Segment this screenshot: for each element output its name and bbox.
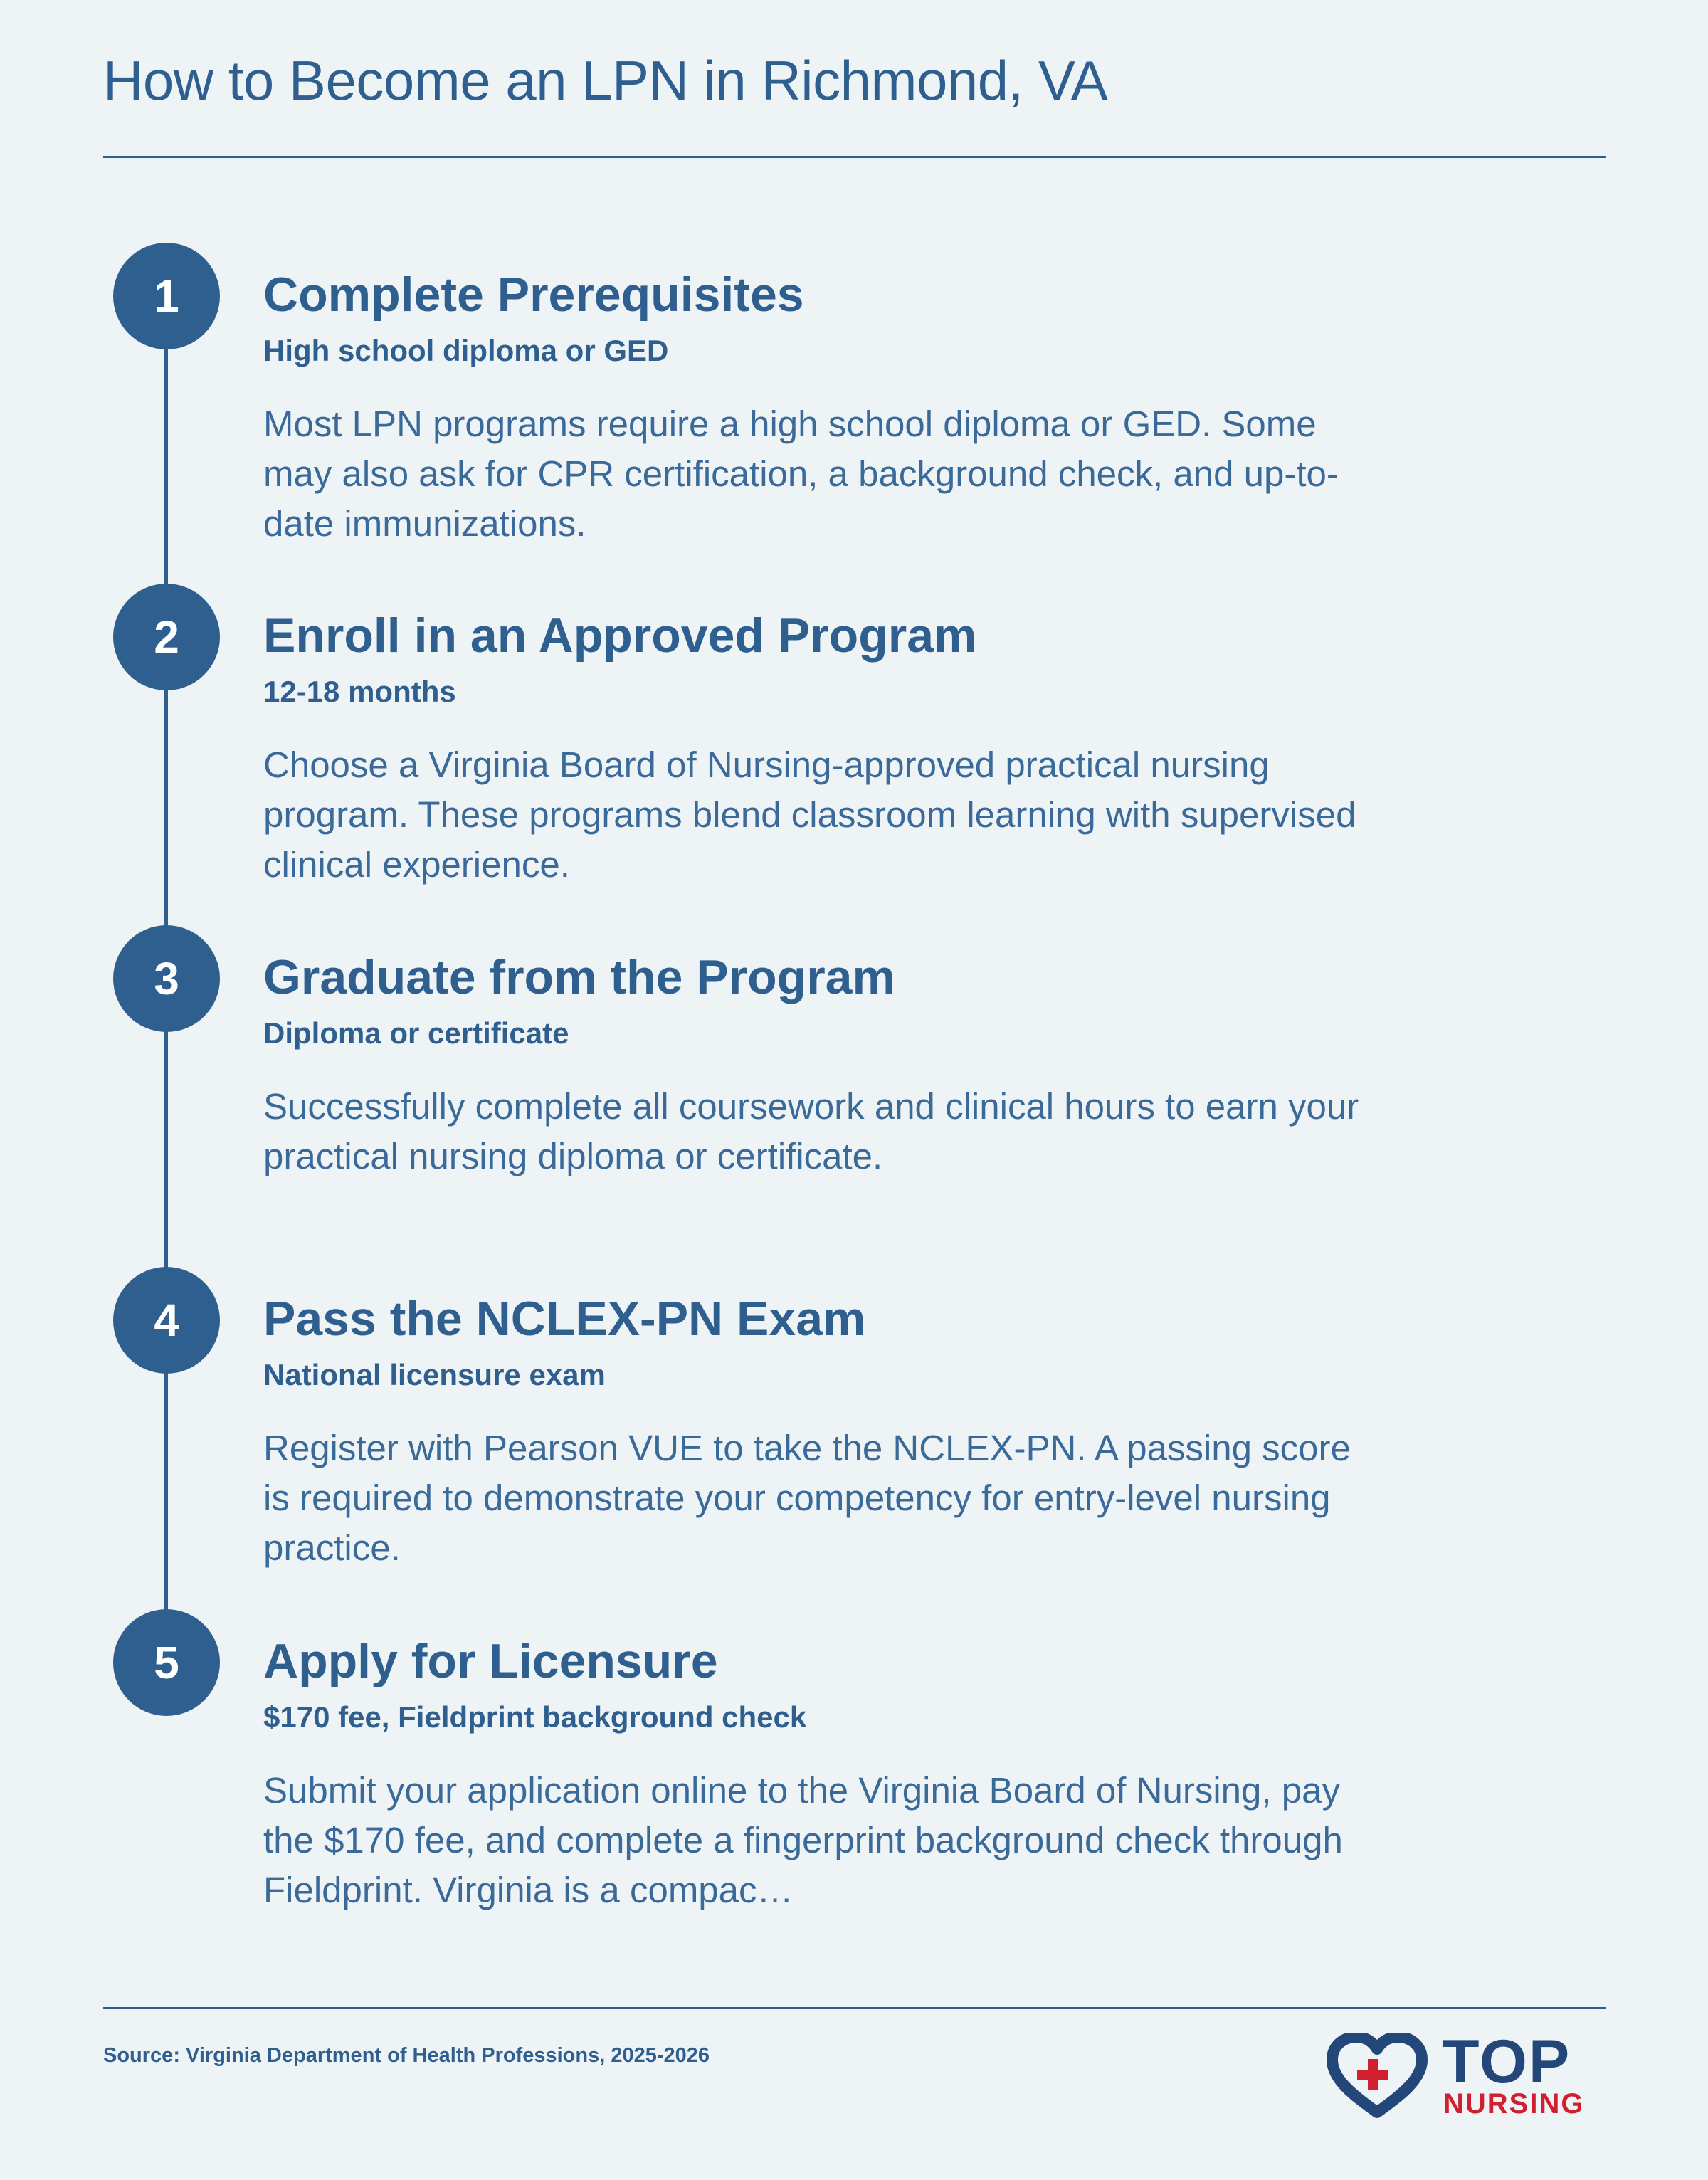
step-number-badge: 2 [113,584,220,690]
step-description: Most LPN programs require a high school diploma or GED. Some may also ask for CPR certification, a background check, and up-to-date immunizations. [263,404,1339,544]
step-subtitle: $170 fee, Fieldprint background check [263,1700,807,1734]
step-title: Pass the NCLEX-PN Exam [263,1292,866,1346]
heart-cross-icon [1325,2033,1429,2118]
step-subtitle: Diploma or certificate [263,1016,569,1050]
header-divider [103,156,1606,158]
footer-divider [103,2007,1606,2009]
step-subtitle: National licensure exam [263,1358,606,1391]
step-number-badge: 4 [113,1267,220,1374]
step-description: Submit your application online to the Virginia Board of Nursing, pay the $170 fee, and complete a fingerprint background check through Fieldprint. Virginia is a compac… [263,1770,1343,1910]
logo-nursing-text: NURSING [1443,2088,1585,2120]
step-number-badge: 3 [113,925,220,1032]
step-description: Choose a Virginia Board of Nursing-approved practical nursing program. These programs blend classroom learning with supervised clinical experience. [263,744,1356,885]
step-subtitle: 12-18 months [263,675,456,708]
step-title: Complete Prerequisites [263,268,804,322]
step-subtitle: High school diploma or GED [263,334,669,367]
logo-top-text: TOP [1442,2028,1571,2096]
step-number-badge: 5 [113,1609,220,1716]
top-nursing-logo [1325,2028,1610,2121]
step-description: Successfully complete all coursework and clinical hours to earn your practical nursing diploma or certificate. [263,1086,1359,1176]
step-title: Graduate from the Program [263,950,895,1004]
step-description: Register with Pearson VUE to take the NCLEX-PN. A passing score is required to demonstrate your competency for entry-level nursing practice. [263,1428,1351,1568]
page-title: How to Become an LPN in Richmond, VA [103,49,1108,112]
step-title: Enroll in an Approved Program [263,609,977,663]
step-number-badge: 1 [113,243,220,349]
source-note: Source: Virginia Department of Health Professions, 2025-2026 [103,2044,710,2067]
step-title: Apply for Licensure [263,1634,718,1688]
